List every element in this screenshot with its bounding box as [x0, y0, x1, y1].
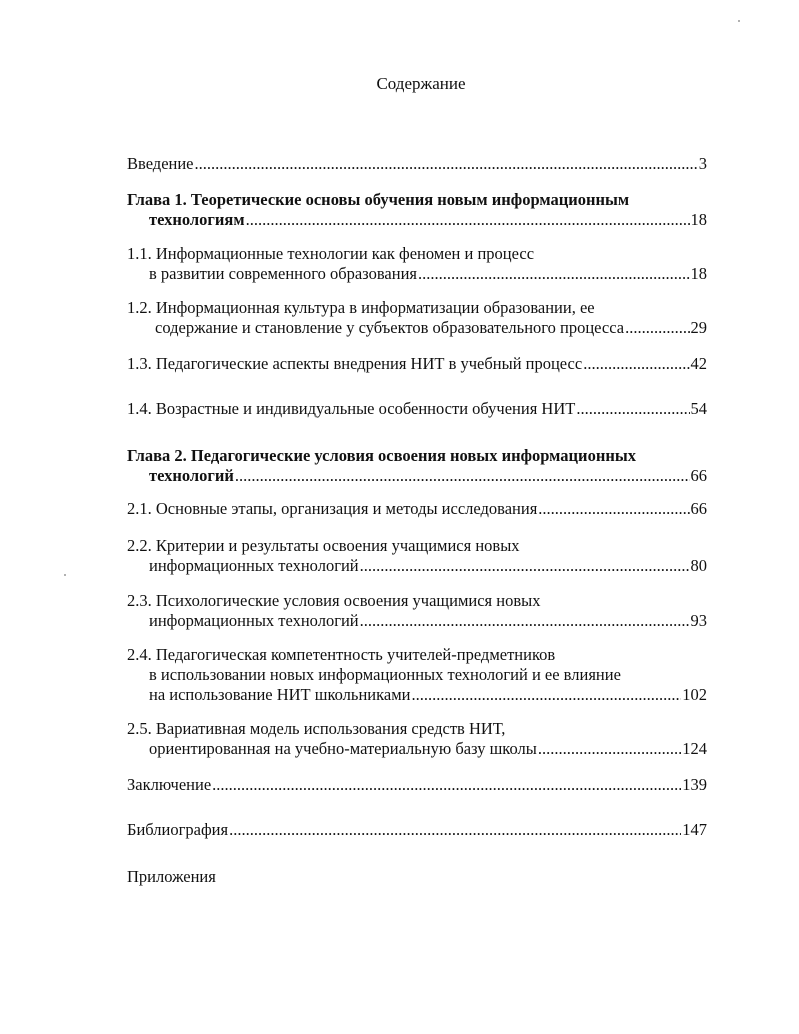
toc-entry-section-2-5[interactable] [127, 719, 707, 759]
toc-leader-dots [246, 210, 690, 230]
toc-entry-label: Приложения [127, 867, 216, 886]
toc-entry-section-1-1[interactable] [127, 244, 707, 284]
toc-leader-dots [195, 154, 698, 174]
toc-leader-dots [411, 685, 681, 705]
toc-entry-section-2-2[interactable] [127, 536, 707, 576]
toc-entry-label-line-1: 1.2. Информационная культура в информатизации образовании, ее [127, 298, 595, 317]
page-title: Содержание [376, 74, 466, 93]
toc-page-number: 66 [690, 466, 707, 485]
toc-entry-label-line-2: информационных технологий [149, 556, 359, 575]
toc-entry-label-line-2: технологий [149, 466, 234, 485]
toc-page-number: 80 [690, 556, 707, 575]
toc-entry-chapter-1[interactable] [127, 190, 707, 230]
toc-page-number: 139 [682, 775, 707, 794]
toc-entry-label-line-1: Глава 1. Теоретические основы обучения новым информационным [127, 190, 630, 209]
toc-page-number: 102 [682, 685, 707, 704]
toc-page-number: 147 [682, 820, 707, 839]
toc-entry-label-line-1: 2.3. Психологические условия освоения учащимися новых [127, 591, 541, 610]
scan-speck [64, 574, 66, 576]
toc-leader-dots [360, 556, 690, 576]
toc-leader-dots [625, 318, 689, 338]
toc-leader-dots [360, 611, 690, 631]
toc-page-number: 54 [690, 399, 707, 418]
scan-speck [738, 20, 740, 22]
toc-entry-label-line-1: 1.1. Информационные технологии как феномен и процесс [127, 244, 535, 263]
toc-entry-introduction[interactable] [127, 154, 707, 174]
toc-page-number: 3 [698, 154, 707, 173]
toc-entry-conclusion[interactable] [127, 775, 707, 795]
toc-entry-chapter-2[interactable] [127, 446, 707, 486]
toc-entry-label-line-1: 2.4. Педагогическая компетентность учителей-предметников [127, 645, 556, 664]
toc-leader-dots [229, 820, 681, 840]
toc-entry-label: 1.4. Возрастные и индивидуальные особенности обучения НИТ [127, 399, 576, 418]
toc-entry-label-line-3: на использование НИТ школьниками [149, 685, 411, 704]
toc-entry-section-2-1[interactable] [127, 499, 707, 519]
toc-entry-label-line-1: Глава 2. Педагогические условия освоения новых информационных [127, 446, 636, 465]
toc-entry-section-2-4[interactable] [127, 645, 707, 705]
toc-leader-dots [418, 264, 689, 284]
toc-entry-section-1-2[interactable] [127, 298, 707, 338]
toc-entry-label: Введение [127, 154, 194, 173]
toc-entry-bibliography[interactable] [127, 820, 707, 840]
toc-entry-label-line-1: 2.5. Вариативная модель использования средств НИТ, [127, 719, 506, 738]
toc-leader-dots [576, 399, 689, 419]
toc-entry-label-line-2: технологиям [149, 210, 245, 229]
toc-entry-label-line-1: 2.2. Критерии и результаты освоения учащимися новых [127, 536, 520, 555]
toc-entry-label: Заключение [127, 775, 212, 794]
toc-entry-label: 2.1. Основные этапы, организация и методы исследования [127, 499, 538, 518]
toc-entry-section-1-3[interactable] [127, 354, 707, 374]
toc-entry-label-line-2: информационных технологий [149, 611, 359, 630]
toc-page-number: 29 [690, 318, 707, 337]
toc-page-number: 18 [690, 264, 707, 283]
toc-page-number: 124 [682, 739, 707, 758]
toc-page-number: 66 [690, 499, 707, 518]
toc-entry-label-line-2: в развитии современного образования [149, 264, 418, 283]
toc-entry-label-line-2: содержание и становление у субъектов образовательного процесса [155, 318, 625, 337]
toc-page-number: 42 [690, 354, 707, 373]
toc-leader-dots [538, 739, 681, 759]
toc-entry-section-1-4[interactable] [127, 399, 707, 419]
toc-entry-label: Библиография [127, 820, 229, 839]
toc-entry-label: 1.3. Педагогические аспекты внедрения НИТ в учебный процесс [127, 354, 583, 373]
toc-page-number: 18 [690, 210, 707, 229]
toc-entry-section-2-3[interactable] [127, 591, 707, 631]
toc-leader-dots [235, 466, 690, 486]
toc-leader-dots [538, 499, 689, 519]
toc-entry-appendices[interactable] [127, 867, 707, 887]
toc-leader-dots [212, 775, 681, 795]
toc-entry-label-line-2: в использовании новых информационных технологий и ее влияние [149, 665, 621, 684]
toc-entry-label-line-2: ориентированная на учебно-материальную базу школы [149, 739, 537, 758]
toc-page-number: 93 [690, 611, 707, 630]
toc-leader-dots [583, 354, 689, 374]
